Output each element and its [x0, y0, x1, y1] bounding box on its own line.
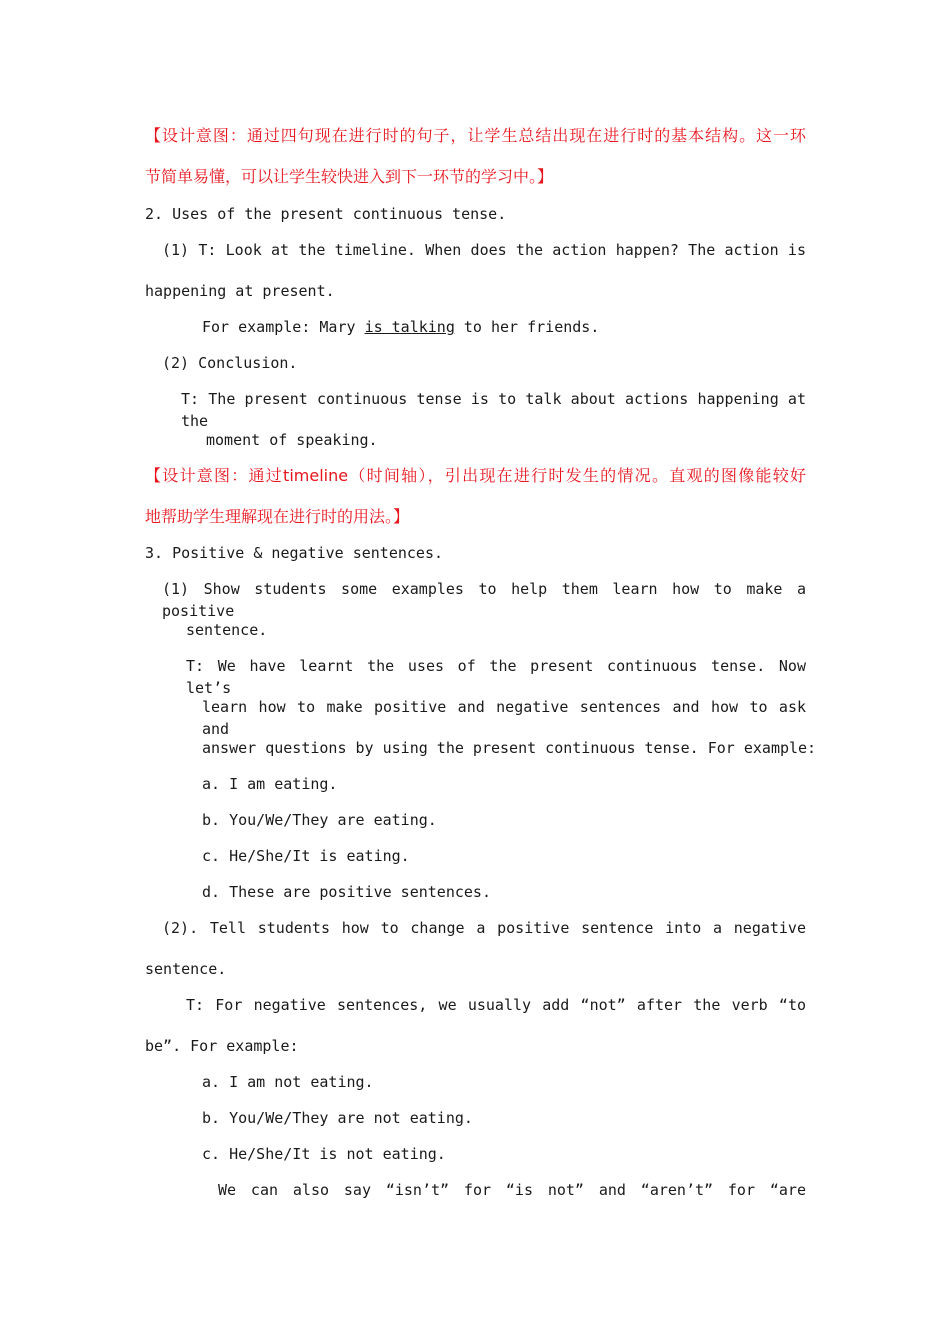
positive-example-c: c. He/She/It is eating. [202, 847, 410, 865]
design-note-2-line1: 【设计意图：通过timeline（时间轴），引出现在进行时发生的情况。直观的图像能较好 [145, 466, 806, 485]
example-underlined: is talking [364, 318, 455, 336]
positive-example-d: d. These are positive sentences. [202, 883, 491, 901]
teacher-line1: T: We have learnt the uses of the present continuous tense. Now let’s [186, 657, 806, 697]
negative-teacher-line2: be”. For example: [145, 1037, 299, 1055]
section-2-item1-line1: (1) T: Look at the timeline. When does the action happen? The action is [162, 241, 806, 259]
section-3-item2-line2: sentence. [145, 960, 227, 978]
section-3-heading: 3. Positive & negative sentences. [145, 544, 444, 562]
example-suffix: to her friends. [454, 318, 600, 336]
example-prefix: For example: Mary [202, 318, 365, 336]
section-3-item1-line1: (1) Show students some examples to help them learn how to make a positive [162, 580, 806, 620]
design-note-1-line2: 节简单易懂，可以让学生较快进入到下一环节的学习中。】 [145, 167, 554, 186]
teacher-line3: answer questions by using the present continuous tense. For example: [202, 739, 817, 757]
conclusion-line1: T: The present continuous tense is to talk about actions happening at the [181, 390, 806, 430]
teacher-line2: learn how to make positive and negative sentences and how to ask and [202, 698, 806, 738]
negative-example-b: b. You/We/They are not eating. [202, 1109, 473, 1127]
section-2-item2: (2) Conclusion. [162, 354, 298, 372]
design-note-1-line1: 【设计意图：通过四句现在进行时的句子，让学生总结出现在进行时的基本结构。这一环 [145, 126, 806, 145]
negative-teacher-line1: T: For negative sentences, we usually add “not” after the verb “to [186, 996, 806, 1014]
section-3-item1-line2: sentence. [186, 621, 268, 639]
section-2-item1-line2: happening at present. [145, 282, 335, 300]
section-3-item2-line1: (2). Tell students how to change a positive sentence into a negative [162, 919, 806, 937]
positive-example-a: a. I am eating. [202, 775, 338, 793]
section-2-heading: 2. Uses of the present continuous tense. [145, 205, 507, 223]
design-note-2-line2: 地帮助学生理解现在进行时的用法。】 [145, 507, 410, 526]
example-sentence [202, 316, 599, 338]
conclusion-line2: moment of speaking. [206, 431, 378, 449]
contraction-line: We can also say “isn’t” for “is not” and “aren’t” for “are [218, 1181, 806, 1199]
positive-example-b: b. You/We/They are eating. [202, 811, 437, 829]
negative-example-c: c. He/She/It is not eating. [202, 1145, 446, 1163]
negative-example-a: a. I am not eating. [202, 1073, 374, 1091]
